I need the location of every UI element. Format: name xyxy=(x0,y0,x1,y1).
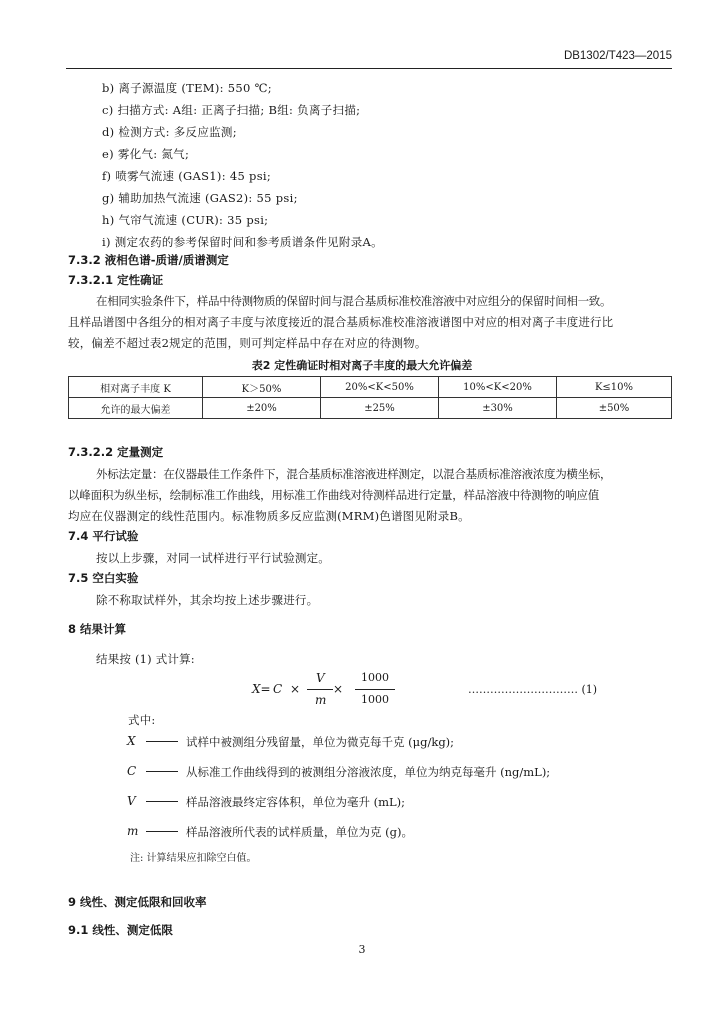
paragraph: 结果按 (1) 式计算: xyxy=(96,652,195,666)
formula-m: m xyxy=(315,693,327,707)
document-id: DB1302/T423—2015 xyxy=(563,50,672,62)
definition-text: 样品溶液最终定容体积，单位为毫升 (mL); xyxy=(186,795,406,809)
table-row xyxy=(69,398,672,419)
table-cell: 10%<K<20% xyxy=(439,377,557,398)
paragraph: 按以上步骤，对同一试样进行平行试验测定。 xyxy=(96,551,330,565)
tolerance-table xyxy=(68,376,672,419)
formula-times: × xyxy=(333,682,344,696)
section-heading-9-1: 9.1 线性、测定低限 xyxy=(68,923,173,937)
table-caption: 表2 定性确证时相对离子丰度的最大允许偏差 xyxy=(251,359,473,372)
table-cell: K≤10% xyxy=(557,377,672,398)
list-item: f) 喷雾气流速 (GAS1): 45 psi; xyxy=(102,169,272,183)
formula-c: C xyxy=(273,682,283,696)
list-item: g) 辅助加热气流速 (GAS2): 55 psi; xyxy=(102,191,298,205)
list-item: b) 离子源温度 (TEM): 550 ℃; xyxy=(102,81,272,95)
paragraph-line: 且样品谱图中各组分的相对离子丰度与浓度接近的混合基质标准校准溶液谱图中对应的相对离子丰度进行比 xyxy=(68,315,614,329)
page-number: 3 xyxy=(358,943,366,956)
section-heading-9: 9 线性、测定低限和回收率 xyxy=(68,895,207,909)
table-cell: ±50% xyxy=(557,398,672,419)
definition-dash xyxy=(146,771,178,772)
table-header-row xyxy=(69,377,672,398)
paragraph-line: 外标法定量：在仪器最佳工作条件下，混合基质标准溶液进样测定，以混合基质标准溶液浓度为横坐标， xyxy=(96,467,612,481)
section-heading-7-3-2-1: 7.3.2.1 定性确证 xyxy=(68,273,164,287)
definition-text: 试样中被测组分残留量，单位为微克每千克 (μg/kg); xyxy=(186,735,455,749)
list-item: h) 气帘气流速 (CUR): 35 psi; xyxy=(102,213,269,227)
formula-lhs: X= xyxy=(252,682,271,696)
header-rule xyxy=(66,68,672,69)
paragraph-line: 在相同实验条件下，样品中待测物质的保留时间与混合基质标准校准溶液中对应组分的保留时间相一致。 xyxy=(96,294,612,308)
definition-symbol: V xyxy=(127,794,136,808)
table-cell: 允许的最大偏差 xyxy=(69,398,203,419)
definition-symbol: m xyxy=(127,824,139,838)
section-heading-7-3-2: 7.3.2 液相色谱-质谱/质谱测定 xyxy=(68,253,229,267)
section-heading-8: 8 结果计算 xyxy=(68,622,127,636)
table-cell: ±25% xyxy=(321,398,439,419)
table-cell: ±20% xyxy=(203,398,321,419)
table-cell: K＞50% xyxy=(203,377,321,398)
list-item: d) 检测方式: 多反应监测; xyxy=(102,125,237,139)
table-cell: 20%<K<50% xyxy=(321,377,439,398)
equation-number: ………………………… (1) xyxy=(468,683,598,696)
note: 注: 计算结果应扣除空白值。 xyxy=(130,853,257,864)
formula-v: V xyxy=(316,671,325,685)
list-item: i) 测定农药的参考保留时间和参考质谱条件见附录A。 xyxy=(102,235,383,249)
list-item: c) 扫描方式: A组: 正离子扫描; B组: 负离子扫描; xyxy=(102,103,361,117)
section-heading-7-4: 7.4 平行试验 xyxy=(68,529,139,543)
section-heading-7-5: 7.5 空白实验 xyxy=(68,571,139,585)
definition-text: 从标准工作曲线得到的被测组分溶液浓度，单位为纳克每毫升 (ng/mL); xyxy=(186,765,551,779)
table-cell: 相对离子丰度 K xyxy=(69,377,203,398)
paragraph: 除不称取试样外，其余均按上述步骤进行。 xyxy=(96,593,319,607)
definition-dash xyxy=(146,831,178,832)
formula-k-den: 1000 xyxy=(361,693,389,706)
definition-symbol: C xyxy=(127,764,137,778)
list-item: e) 雾化气: 氮气; xyxy=(102,147,190,161)
definition-symbol: X xyxy=(127,734,136,748)
definition-text: 样品溶液所代表的试样质量，单位为克 (g)。 xyxy=(186,825,413,839)
table-cell: ±30% xyxy=(439,398,557,419)
section-heading-7-3-2-2: 7.3.2.2 定量测定 xyxy=(68,445,164,459)
formula-times: × xyxy=(290,682,301,696)
where-label: 式中: xyxy=(128,713,156,727)
definition-dash xyxy=(146,741,178,742)
fraction-bar xyxy=(307,689,333,690)
definition-dash xyxy=(146,801,178,802)
formula-k-num: 1000 xyxy=(361,671,389,684)
paragraph-line: 较，偏差不超过表2规定的范围，则可判定样品中存在对应的待测物。 xyxy=(68,336,427,350)
paragraph-line: 以峰面积为纵坐标，绘制标准工作曲线，用标准工作曲线对待测样品进行定量，样品溶液中待测物的响应值 xyxy=(68,488,600,502)
paragraph-line: 均应在仪器测定的线性范围内。标准物质多反应监测(MRM)色谱图见附录B。 xyxy=(68,509,470,523)
fraction-bar xyxy=(355,689,395,690)
